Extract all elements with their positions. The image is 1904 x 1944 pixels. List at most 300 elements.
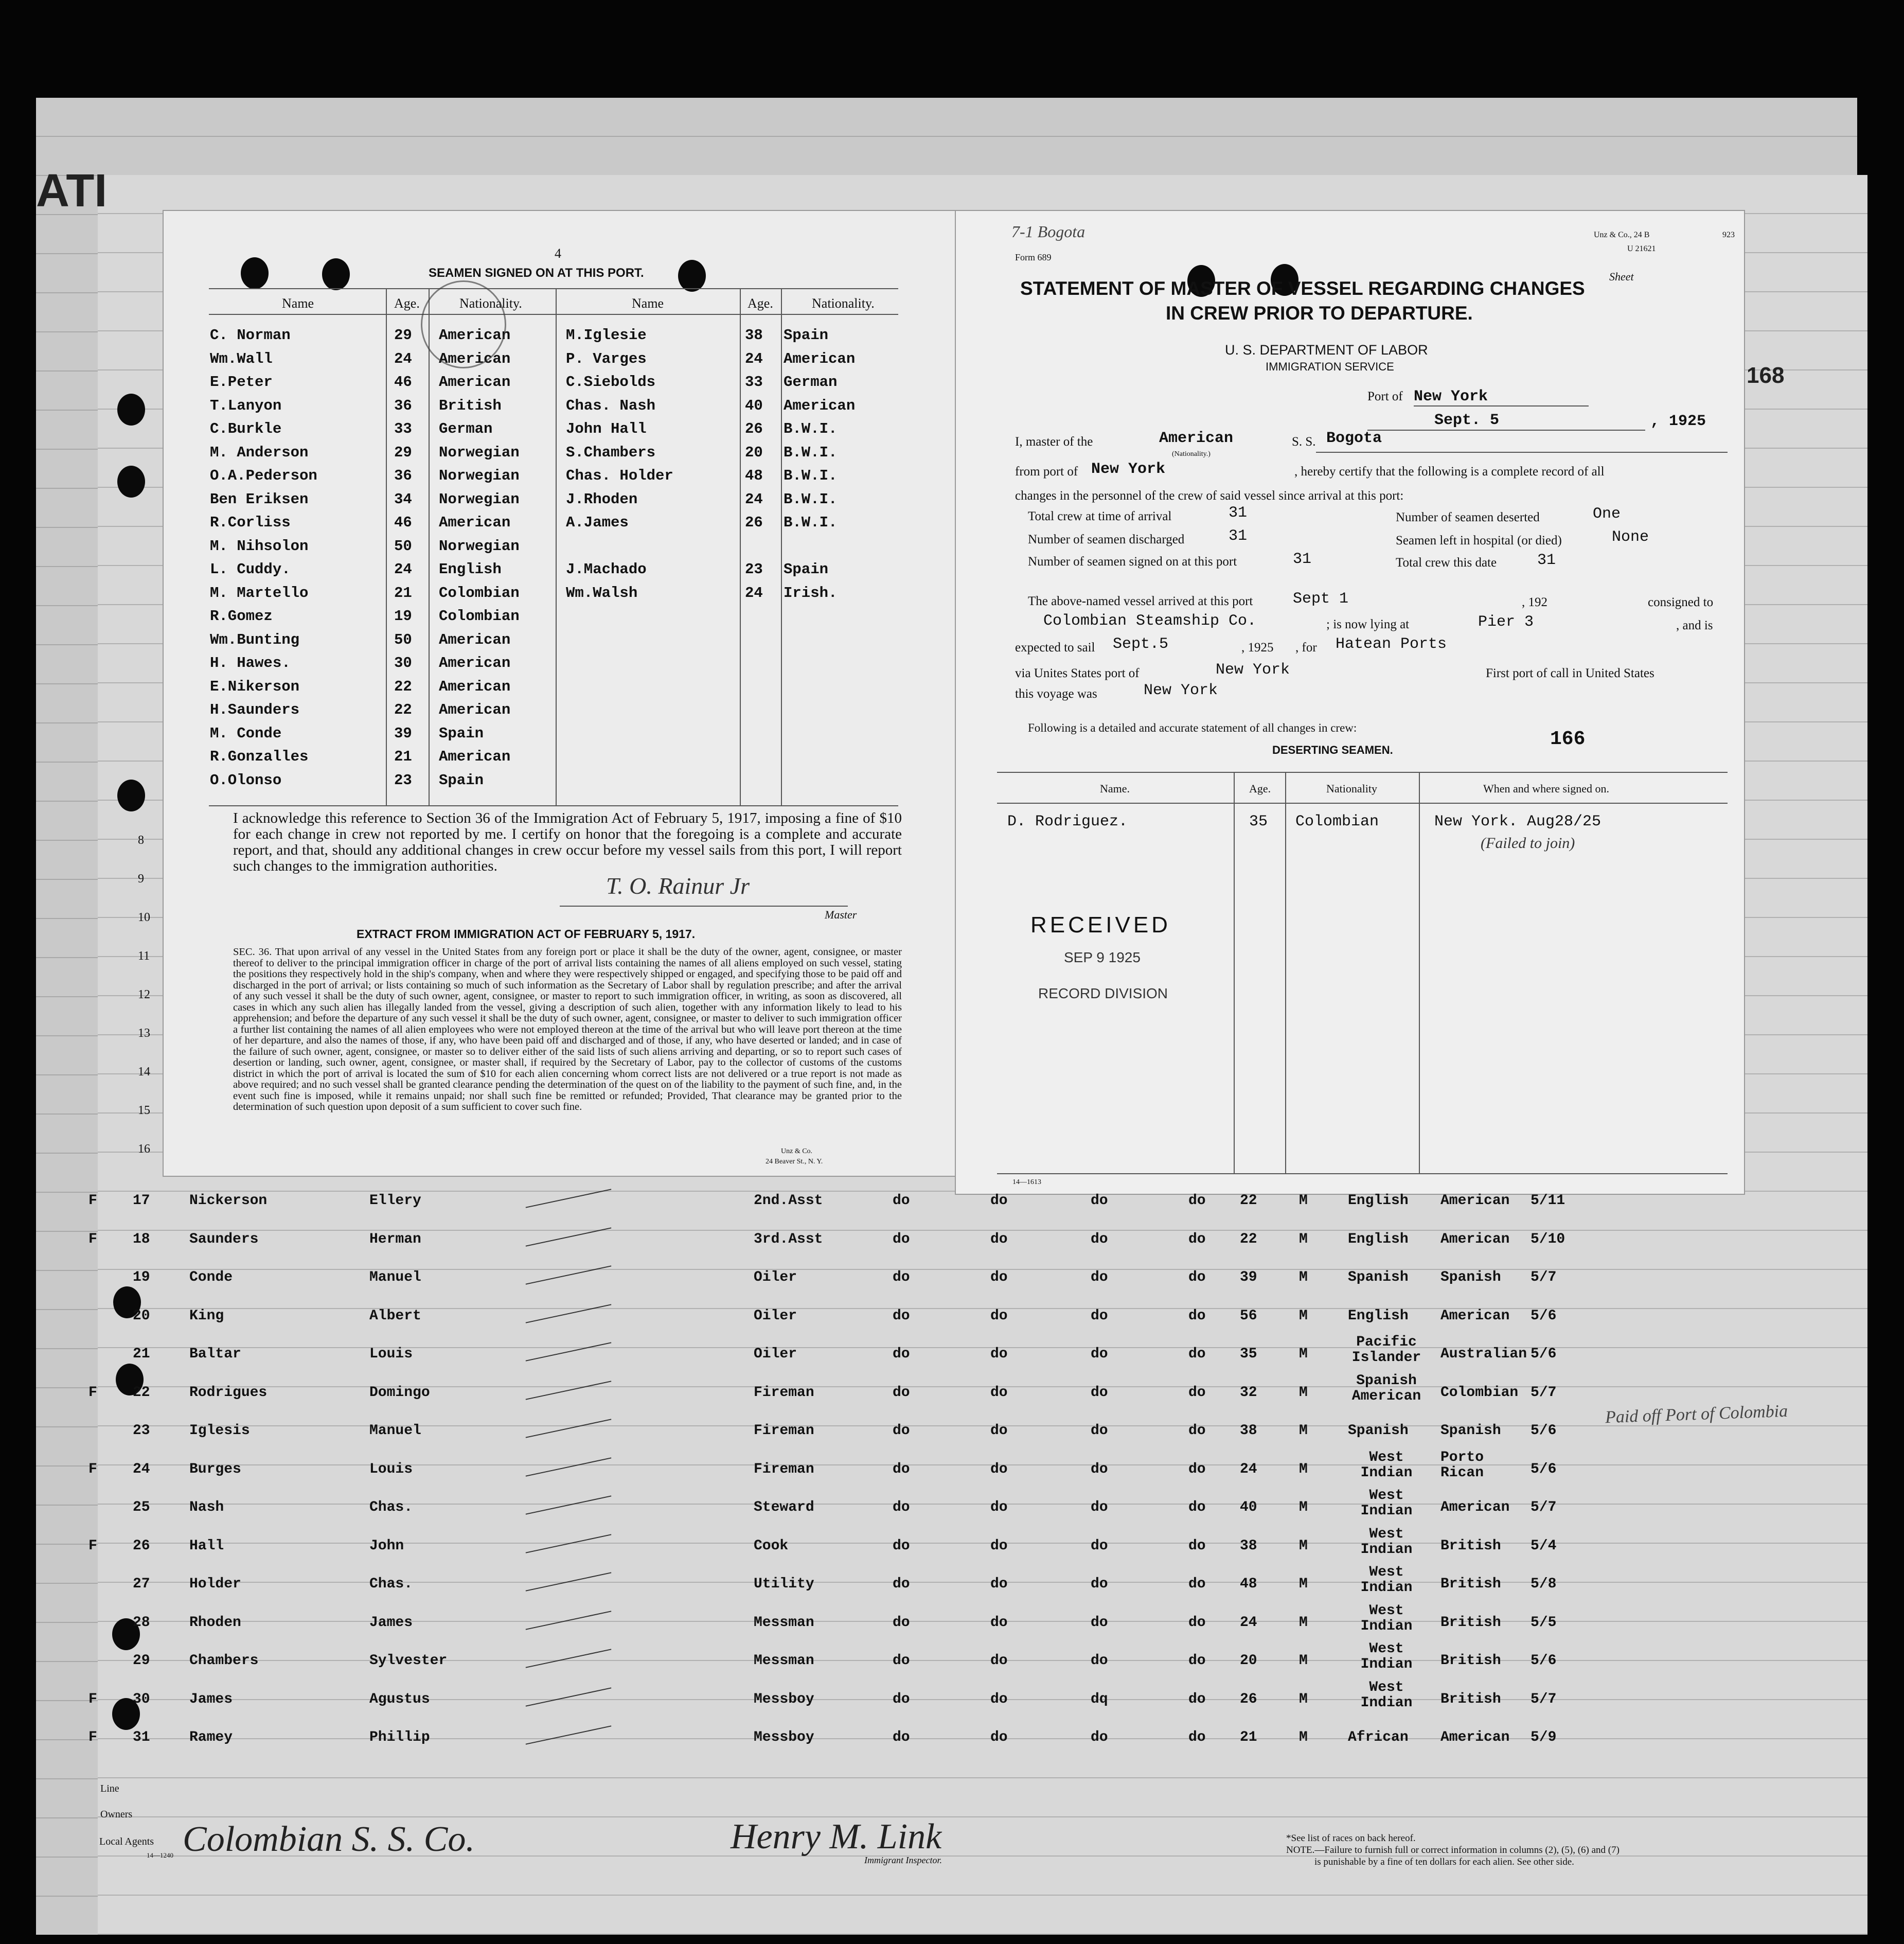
inspector-label: Immigrant Inspector. <box>864 1855 942 1865</box>
row-number: 25 <box>133 1499 150 1515</box>
crew-age: 29 <box>394 327 412 344</box>
race: Pacific Islander <box>1351 1334 1421 1366</box>
position: Messman <box>754 1614 814 1631</box>
col-do: do <box>1188 1729 1206 1745</box>
surname: Nickerson <box>189 1193 268 1209</box>
crew-name: R.Corliss <box>210 514 291 531</box>
col-do: do <box>893 1537 910 1554</box>
row-flag: F <box>88 1729 97 1745</box>
sex: M <box>1299 1614 1308 1631</box>
nationality: Australian <box>1440 1346 1527 1362</box>
table-col-line <box>781 288 782 805</box>
age: 48 <box>1240 1576 1257 1592</box>
given-name: Louis <box>369 1346 413 1362</box>
discharged-value: 31 <box>1229 527 1248 545</box>
col-do: do <box>893 1576 910 1592</box>
year-value: , 1925 <box>1650 413 1706 430</box>
crew-age: 23 <box>745 561 763 578</box>
code-tag: 923 <box>1722 231 1735 239</box>
and-is: , and is <box>1676 618 1713 632</box>
crew-name: E.Peter <box>210 374 273 391</box>
surname: Burges <box>189 1461 241 1477</box>
hospital-label: Seamen left in hospital (or died) <box>1396 534 1562 547</box>
sex: M <box>1299 1691 1308 1707</box>
nationality: American <box>1440 1499 1510 1515</box>
manifest-line-number: 9 <box>138 872 144 886</box>
crew-nationality: Irish. <box>784 584 838 602</box>
given-name: Manuel <box>369 1269 421 1285</box>
form-code: 14—1613 <box>1012 1178 1041 1186</box>
crew-name: J.Machado <box>566 561 647 578</box>
crew-name: M. Anderson <box>210 444 309 461</box>
crew-nationality: B.W.I. <box>784 514 838 531</box>
desert-col-line <box>1285 772 1286 1173</box>
acknowledgement-text: I acknowledge this reference to Section 36 of the Immigration Act of February 5, 1917, imposing a fine of $10 for each change in crew not reported by me. I certify on honor that the foregoing is a complete and accurate report, and that, should any additional changes in crew occur before my vessel sails from this port, I will report such changes to the immigration authorities. <box>233 810 902 874</box>
age: 22 <box>1240 1231 1257 1247</box>
manifest-line-number: 11 <box>138 949 150 963</box>
voyage-value: New York <box>1144 682 1218 699</box>
nationality: British <box>1440 1691 1501 1707</box>
age: 26 <box>1240 1691 1257 1707</box>
crew-age: 36 <box>394 397 412 414</box>
surname: Nash <box>189 1499 224 1515</box>
deserter-nationality: Colombian <box>1295 813 1379 830</box>
given-name: John <box>369 1537 404 1554</box>
nationality: British <box>1440 1653 1501 1669</box>
crew-nationality: British <box>439 397 502 414</box>
sex: M <box>1299 1384 1308 1401</box>
surname: Hall <box>189 1537 224 1554</box>
height: 5/7 <box>1531 1384 1557 1401</box>
height: 5/6 <box>1531 1307 1557 1324</box>
expected-label: expected to sail <box>1015 641 1095 655</box>
surname: Conde <box>189 1269 233 1285</box>
row-number: 24 <box>133 1461 150 1477</box>
crew-name: O.Olonso <box>210 771 282 789</box>
manifest-top-fragment: ATI <box>36 165 108 217</box>
crew-name: M. Nihsolon <box>210 537 309 555</box>
crew-age: 22 <box>394 701 412 718</box>
crew-nationality: American <box>439 327 511 344</box>
crew-name: J.Rhoden <box>566 490 638 508</box>
consignee-value: Colombian Steamship Co. <box>1043 612 1257 630</box>
col-do: do <box>1188 1231 1206 1247</box>
punch-hole <box>322 258 350 290</box>
given-name: Ellery <box>369 1193 421 1209</box>
crew-age: 24 <box>394 561 412 578</box>
given-name: Chas. <box>369 1576 413 1592</box>
deserting-label: DESERTING SEAMEN. <box>1272 744 1393 756</box>
crew-age: 34 <box>394 490 412 508</box>
col-do: do <box>1188 1499 1206 1515</box>
col-do: do <box>990 1691 1008 1707</box>
line-label: Line <box>100 1783 119 1794</box>
certify-text: , hereby certify that the following is a complete record of all <box>1294 465 1605 479</box>
given-name: Sylvester <box>369 1653 448 1669</box>
col-do: do <box>1091 1729 1108 1745</box>
crew-name: P. Varges <box>566 350 647 367</box>
total-crew-arrival-value: 31 <box>1229 504 1248 522</box>
printer-tag: Unz & Co., 24 B <box>1594 231 1650 239</box>
crew-nationality: American <box>439 631 511 648</box>
desert-col-line <box>1419 772 1420 1173</box>
crew-age: 40 <box>745 397 763 414</box>
surname: Baltar <box>189 1346 241 1362</box>
col-do: dq <box>1091 1691 1108 1707</box>
footnote-races: *See list of races on back hereof. <box>1286 1833 1416 1844</box>
punch-hole <box>678 260 706 292</box>
col-do: do <box>1091 1231 1108 1247</box>
crew-name: R.Gomez <box>210 608 273 625</box>
col-do: do <box>990 1461 1008 1477</box>
height: 5/7 <box>1531 1269 1557 1285</box>
sex: M <box>1299 1499 1308 1515</box>
rodrigues-note: Paid off Port of Colombia <box>1605 1401 1788 1427</box>
crew-nationality: German <box>439 420 493 437</box>
height: 5/6 <box>1531 1461 1557 1477</box>
page-number: 4 <box>555 246 561 261</box>
col-do: do <box>990 1384 1008 1401</box>
position: Cook <box>754 1537 789 1554</box>
crew-nationality: Colombian <box>439 584 520 602</box>
surname: Saunders <box>189 1231 259 1247</box>
nationality: American <box>1440 1729 1510 1745</box>
from-port-label: from port of <box>1015 465 1078 479</box>
col-do: do <box>1091 1346 1108 1362</box>
col-do: do <box>1091 1193 1108 1209</box>
height: 5/6 <box>1531 1346 1557 1362</box>
surname: Ramey <box>189 1729 233 1745</box>
height: 5/7 <box>1531 1499 1557 1515</box>
crew-nationality: American <box>439 374 511 391</box>
position: Fireman <box>754 1461 814 1477</box>
height: 5/9 <box>1531 1729 1557 1745</box>
col-do: do <box>990 1423 1008 1439</box>
crew-age: 30 <box>394 655 412 671</box>
master-signature: T. O. Rainur Jr <box>606 873 750 899</box>
crew-age: 29 <box>394 444 412 461</box>
crew-nationality: Norwegian <box>439 537 520 555</box>
col-do: do <box>893 1653 910 1669</box>
via-value: New York <box>1216 661 1290 679</box>
nationality: British <box>1440 1576 1501 1592</box>
position: Messman <box>754 1653 814 1669</box>
nationality: Colombian <box>1440 1384 1519 1401</box>
footnote-note: NOTE.—Failure to furnish full or correct information in columns (2), (5), (6) and (7) <box>1286 1845 1620 1855</box>
table-bottom-line <box>209 805 898 806</box>
crew-name: M. Conde <box>210 724 282 742</box>
crew-name: T.Lanyon <box>210 397 282 414</box>
crew-age: 24 <box>394 350 412 367</box>
given-name: Louis <box>369 1461 413 1477</box>
crew-age: 26 <box>745 514 763 531</box>
height: 5/5 <box>1531 1614 1557 1631</box>
row-number: 19 <box>133 1269 150 1285</box>
signed-on-label: Number of seamen signed on at this port <box>1028 555 1237 569</box>
table-col-line <box>740 288 741 805</box>
sex: M <box>1299 1269 1308 1285</box>
received-stamp-division: RECORD DIVISION <box>1038 985 1168 1001</box>
row-number: 30 <box>133 1691 150 1707</box>
inspector-signature: Henry M. Link <box>731 1817 942 1857</box>
col-do: do <box>893 1193 910 1209</box>
age: 32 <box>1240 1384 1257 1401</box>
race: West Indian <box>1360 1488 1413 1519</box>
manifest-line-number: 8 <box>138 834 144 847</box>
master-of-label: I, master of the <box>1015 435 1093 449</box>
row-flag: F <box>88 1193 97 1209</box>
col-do: do <box>1091 1423 1108 1439</box>
crew-age: 50 <box>394 537 412 555</box>
sex: M <box>1299 1653 1308 1669</box>
col-do: do <box>1188 1423 1206 1439</box>
row-number: 23 <box>133 1423 150 1439</box>
crew-nationality: B.W.I. <box>784 467 838 484</box>
row-flag: F <box>88 1537 97 1554</box>
col-do: do <box>1188 1193 1206 1209</box>
position: Steward <box>754 1499 814 1515</box>
crew-age: 21 <box>394 748 412 765</box>
col-do: do <box>1091 1461 1108 1477</box>
crew-nationality: Spain <box>784 327 829 344</box>
col-do: do <box>990 1499 1008 1515</box>
nationality: British <box>1440 1614 1501 1631</box>
given-name: James <box>369 1614 413 1631</box>
total-crew-date-label: Total crew this date <box>1396 556 1497 570</box>
ss-label: S. S. <box>1292 435 1316 449</box>
given-name: Albert <box>369 1307 421 1324</box>
col-do: do <box>1091 1499 1108 1515</box>
deserter-name: D. Rodriguez. <box>1007 813 1128 830</box>
via-label: via Unites States port of <box>1015 666 1140 680</box>
col-do: do <box>1188 1346 1206 1362</box>
height: 5/6 <box>1531 1423 1557 1439</box>
col-do: do <box>1091 1614 1108 1631</box>
changes-text: changes in the personnel of the crew of said vessel since arrival at this port: <box>1015 489 1404 503</box>
deserter-signed-on: New York. Aug28/25 <box>1434 813 1602 830</box>
sex: M <box>1299 1193 1308 1209</box>
deserter-note: (Failed to join) <box>1481 835 1575 852</box>
first-port-label: First port of call in United States <box>1486 666 1654 680</box>
age: 24 <box>1240 1461 1257 1477</box>
department: U. S. DEPARTMENT OF LABOR <box>1225 342 1428 358</box>
total-crew-date-value: 31 <box>1537 552 1556 569</box>
total-crew-arrival-label: Total crew at time of arrival <box>1028 509 1172 523</box>
crew-name: R.Gonzalles <box>210 748 309 765</box>
crew-nationality: German <box>784 374 838 391</box>
position: Messboy <box>754 1691 814 1707</box>
crew-nationality: Norwegian <box>439 444 520 461</box>
crew-nationality: American <box>784 397 856 414</box>
crew-age: 24 <box>745 490 763 508</box>
desert-col-nat: Nationality <box>1326 782 1377 795</box>
surname: Chambers <box>189 1653 259 1669</box>
height: 5/10 <box>1531 1231 1565 1247</box>
received-stamp-date: SEP 9 1925 <box>1064 949 1141 965</box>
height: 5/7 <box>1531 1691 1557 1707</box>
race: English <box>1348 1231 1409 1247</box>
extract-text: SEC. 36. That upon arrival of any vessel in the United States from any foreign port or place it shall be the duty of the owner, agent, consignee, or master thereof to deliver to the principal immigration officer in charge of the port of arrival lists containing the names of all aliens employed on such vessel, stating the positions they respectively hold in the ship's company, when and where they were respectively shipped or engaged, and specifying those to be paid off and discharged in the port of arrival; or lists containing so much of such information as the Secretary of Labor shall by regulation prescribe; and after the arrival of any such vessel it shall be the duty of such owner, agent, consignee, or master to report to such immigration officer, in writing, as soon as discovered, all cases in which any such alien has illegally landed from the vessel, giving a description of such alien, together with any information likely to lead to his apprehension; and before the departure of any such vessel it shall be the duty of such owner, agent, consignee, or master to deliver to such immigration officer a further list containing the names of all alien employees who were not employed thereon at the time of the arrival but who will leave port thereon at the time of her departure, and also the names of those, if any, who have been paid off and discharged and of those, if any, who have deserted or landed; and in case of the failure of such owner, agent, consignee, or master so to deliver either of the said lists of such aliens arriving and departing, or so to report such cases of desertion or landing, such owner, agent, consignee, or master shall, if required by the Secretary of Labor, pay to the collector of customs of the customs district in which the port of arrival is located the sum of $10 for each alien concerning whom correct lists are not delivered or a true report is not made as above required; and no such vessel shall be granted clearance pending the determination of the quest on of the liability to the payment of such fine, and, in the event such fine is imposed, while it remains unpaid; nor shall such fine be remitted or refunded; Provided, That clearance may be granted prior to the determination of such question upon deposit of a sum sufficient to cover such fine. <box>233 946 902 1112</box>
crew-name: A.James <box>566 514 629 531</box>
col-do: do <box>990 1231 1008 1247</box>
crew-nationality: American <box>439 748 511 765</box>
age: 56 <box>1240 1307 1257 1324</box>
arrived-year: , 192 <box>1522 595 1547 609</box>
position: Oiler <box>754 1269 797 1285</box>
surname: James <box>189 1691 233 1707</box>
position: Oiler <box>754 1307 797 1324</box>
col-nat-header: Nationality. <box>459 296 522 311</box>
age: 21 <box>1240 1729 1257 1745</box>
col-do: do <box>990 1537 1008 1554</box>
crew-age: 21 <box>394 584 412 602</box>
manifest-line-number: 12 <box>138 988 150 1001</box>
race: Spanish <box>1348 1423 1409 1439</box>
col-name-header: Name <box>632 296 664 311</box>
desert-table-top <box>997 772 1728 773</box>
nationality: American <box>1440 1307 1510 1324</box>
crew-age: 39 <box>394 724 412 742</box>
crew-name: H.Saunders <box>210 701 300 718</box>
col-age-header: Age. <box>748 296 773 311</box>
row-number: 20 <box>133 1307 150 1324</box>
crew-age: 24 <box>745 584 763 602</box>
race: West Indian <box>1360 1641 1413 1672</box>
desert-col-name: Name. <box>1100 782 1130 795</box>
given-name: Phillip <box>369 1729 430 1745</box>
sex: M <box>1299 1423 1308 1439</box>
crew-nationality: Norwegian <box>439 467 520 484</box>
extract-title: EXTRACT FROM IMMIGRATION ACT OF FEBRUARY 5, 1917. <box>357 927 696 941</box>
crew-name: S.Chambers <box>566 444 656 461</box>
given-name: Agustus <box>369 1691 430 1707</box>
col-do: do <box>893 1729 910 1745</box>
agents-code: 14—1240 <box>147 1851 173 1859</box>
arrived-label: The above-named vessel arrived at this port <box>1028 594 1253 608</box>
age: 24 <box>1240 1614 1257 1631</box>
col-do: do <box>990 1346 1008 1362</box>
manifest-line-number: 15 <box>138 1104 150 1117</box>
crew-nationality: Spain <box>439 724 484 742</box>
punch-hole <box>117 780 145 811</box>
race: West Indian <box>1360 1679 1413 1711</box>
col-do: do <box>893 1461 910 1477</box>
manifest-side-number: 168 <box>1747 363 1785 388</box>
crew-name: Ben Eriksen <box>210 490 309 508</box>
col-do: do <box>1188 1653 1206 1669</box>
manifest-line-number: 16 <box>138 1142 150 1156</box>
age: 39 <box>1240 1269 1257 1285</box>
code-tag: U 21621 <box>1627 244 1656 253</box>
agents-signature: Colombian S. S. Co. <box>183 1819 475 1859</box>
crew-nationality: B.W.I. <box>784 444 838 461</box>
punch-hole <box>117 394 145 426</box>
height: 5/4 <box>1531 1537 1557 1554</box>
crew-nationality: English <box>439 561 502 578</box>
manifest-line-number: 14 <box>138 1065 150 1079</box>
lying-label: ; is now lying at <box>1326 617 1410 631</box>
crew-nationality: Spain <box>784 561 829 578</box>
crew-age: 38 <box>745 327 763 344</box>
col-do: do <box>1188 1307 1206 1324</box>
port-label: Port of <box>1367 390 1403 403</box>
row-number: 21 <box>133 1346 150 1362</box>
col-do: do <box>893 1614 910 1631</box>
col-do: do <box>1091 1576 1108 1592</box>
col-do: do <box>893 1423 910 1439</box>
crew-nationality: American <box>439 514 511 531</box>
age: 38 <box>1240 1423 1257 1439</box>
ss-line <box>1316 452 1728 453</box>
service: IMMIGRATION SERVICE <box>1266 360 1394 373</box>
age: 35 <box>1240 1346 1257 1362</box>
crew-age: 48 <box>745 467 763 484</box>
row-number: 28 <box>133 1614 150 1631</box>
for-label: , for <box>1295 641 1317 655</box>
row-flag: F <box>88 1691 97 1707</box>
owners-label: Owners <box>100 1809 133 1820</box>
consigned-label: consigned to <box>1648 595 1714 609</box>
sex: M <box>1299 1461 1308 1477</box>
col-do: do <box>893 1384 910 1401</box>
handwritten-vessel-note: 7-1 Bogota <box>1011 222 1086 241</box>
height: 5/6 <box>1531 1653 1557 1669</box>
desert-table-bottom <box>997 1173 1728 1174</box>
age: 40 <box>1240 1499 1257 1515</box>
col-do: do <box>990 1269 1008 1285</box>
col-do: do <box>990 1576 1008 1592</box>
crew-name: Wm.Bunting <box>210 631 300 648</box>
surname: Iglesis <box>189 1423 250 1439</box>
signed-on-value: 31 <box>1293 551 1312 568</box>
col-do: do <box>1091 1384 1108 1401</box>
sex: M <box>1299 1307 1308 1324</box>
ss-value: Bogota <box>1326 430 1382 447</box>
date-value: Sept. 5 <box>1434 412 1500 429</box>
position: 2nd.Asst <box>754 1193 823 1209</box>
pier-value: Pier 3 <box>1478 613 1534 631</box>
desert-col-line <box>1234 772 1235 1173</box>
table-header-line <box>209 314 898 315</box>
row-number: 22 <box>133 1384 150 1401</box>
table-col-line <box>556 288 557 805</box>
table-top-line <box>209 288 898 289</box>
surname: Holder <box>189 1576 241 1592</box>
crew-name: M.Iglesie <box>566 327 647 344</box>
col-do: do <box>1091 1537 1108 1554</box>
nationality: American <box>1440 1231 1510 1247</box>
crew-name: C.Siebolds <box>566 374 656 391</box>
crew-age: 24 <box>745 350 763 367</box>
col-do: do <box>1188 1461 1206 1477</box>
page-number: 166 <box>1550 728 1586 750</box>
surname: King <box>189 1307 224 1324</box>
port-stamp <box>421 280 506 368</box>
date-line <box>1367 430 1645 431</box>
col-do: do <box>990 1614 1008 1631</box>
crew-name: John Hall <box>566 420 647 437</box>
col-do: do <box>1188 1576 1206 1592</box>
crew-name: Wm.Walsh <box>566 584 638 602</box>
crew-nationality: Norwegian <box>439 490 520 508</box>
sex: M <box>1299 1346 1308 1362</box>
surname: Rhoden <box>189 1614 241 1631</box>
crew-name: Chas. Holder <box>566 467 673 484</box>
crew-nationality: American <box>439 655 511 671</box>
col-do: do <box>1091 1653 1108 1669</box>
race: West Indian <box>1360 1602 1413 1634</box>
crew-name: L. Cuddy. <box>210 561 291 578</box>
